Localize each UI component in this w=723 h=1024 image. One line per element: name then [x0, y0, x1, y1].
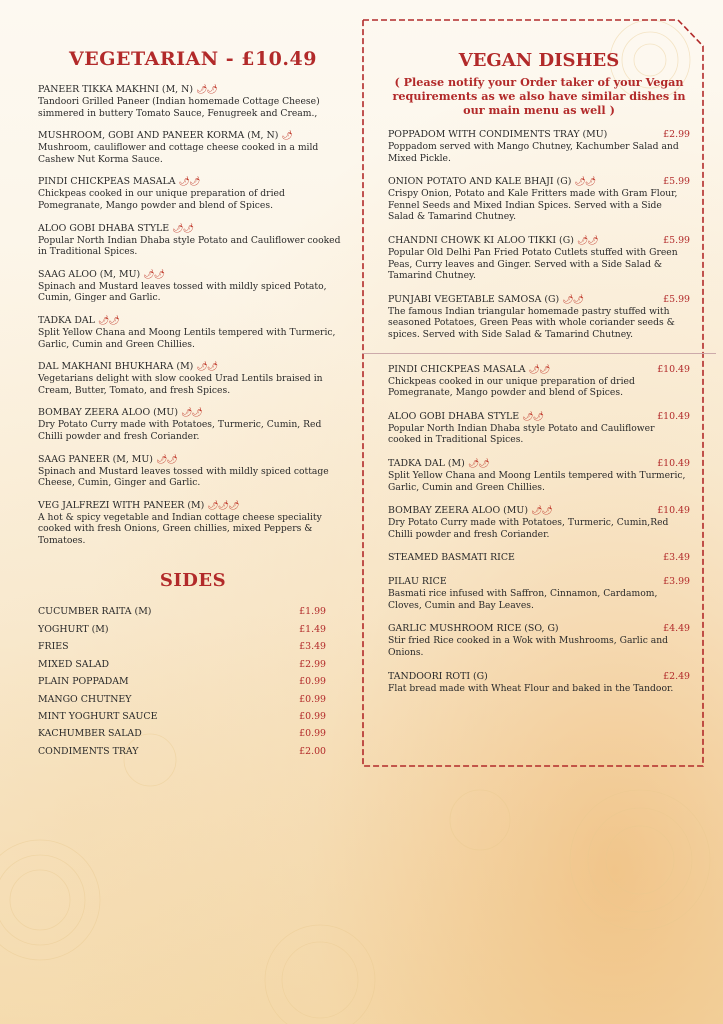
chili-icon: 🌶🌶: [522, 411, 543, 422]
vegan-note: ( Please notify your Order taker of your Vegan requirements as we also have similar dishes in our main menu as well ): [392, 75, 686, 117]
item-name-text: DAL MAKHANI BHUKHARA (M): [38, 361, 194, 373]
side-name: CONDIMENTS TRAY: [38, 745, 139, 757]
vegan-item-name: TADKA DAL (M): [388, 457, 465, 469]
vegan-item-description: Popular Old Delhi Pan Fried Potato Cutlets stuffed with Green Peas, Curry leaves and Ginger. Served with a Side Salad & Tamarind Chutney.: [388, 246, 678, 282]
side-price: £0.99: [299, 728, 326, 740]
vegan-item-name: GARLIC MUSHROOM RICE (SO, G): [388, 623, 559, 635]
menu-item: [38, 500, 348, 547]
vegan-starters-list: [388, 129, 690, 341]
item-name: [38, 500, 348, 512]
item-name-text: BOMBAY ZEERA ALOO (MU): [38, 407, 178, 419]
vegan-item-price: £10.49: [657, 363, 690, 375]
sides-title: SIDES: [159, 570, 227, 592]
vegan-item-description: Chickpeas cooked in our unique preparation of dried Pomegranate, Mango powder and blend of Spices.: [388, 375, 635, 399]
side-item: [38, 708, 326, 725]
vegan-item-name: BOMBAY ZEERA ALOO (MU): [388, 505, 528, 517]
item-description: A hot & spicy vegetable and Indian cottage cheese speciality cooked with fresh Onions, Green chillies, mixed Peppers & Tomatoes.: [38, 511, 322, 546]
vegan-item-name-wrap: [388, 458, 489, 470]
item-name: [38, 269, 348, 281]
menu-item: [38, 407, 348, 442]
menu-item: [38, 130, 348, 165]
side-price: £2.00: [299, 745, 326, 757]
item-name-text: SAAG PANEER (M, MU): [38, 453, 153, 465]
item-name-text: ALOO GOBI DHABA STYLE: [38, 222, 170, 234]
item-description: Tandoori Grilled Paneer (Indian homemade Cottage Cheese) simmered in buttery Tomato Sauce, Fenugreek and Cream.,: [38, 96, 320, 119]
vegan-item-name-wrap: [388, 576, 447, 588]
side-name: MINT YOGHURT SAUCE: [38, 710, 158, 722]
chili-icon: 🌶: [281, 131, 292, 142]
vegan-content: [388, 50, 690, 706]
chili-icon: 🌶🌶: [180, 408, 202, 419]
vegan-item-price: £10.49: [657, 410, 690, 422]
item-description: Chickpeas cooked in our unique preparation of dried Pomegranate, Mango powder and blend of Spices.: [38, 188, 285, 211]
side-item: [38, 638, 326, 655]
vegan-item-name: PINDI CHICKPEAS MASALA: [388, 363, 526, 375]
vegan-item-name-wrap: [388, 671, 488, 683]
side-item: [38, 743, 326, 760]
vegan-item: [388, 129, 690, 164]
vegan-item-header: [388, 505, 690, 517]
side-price: £0.99: [299, 710, 326, 722]
menu-item: [38, 84, 348, 119]
vegan-item-description: Stir fried Rice cooked in a Wok with Mushrooms, Garlic and Onions.: [388, 635, 669, 659]
item-description: Spinach and Mustard leaves tossed with mildly spiced Potato, Cumin, Ginger and Garlic.: [38, 280, 327, 304]
item-name-text: PINDI CHICKPEAS MASALA: [38, 176, 176, 188]
vegan-item: [388, 294, 690, 341]
chili-icon: 🌶🌶: [467, 458, 489, 469]
item-name: [38, 176, 348, 188]
vegan-item-name: TANDOORI ROTI (G): [388, 670, 488, 682]
vegan-item-price: £4.49: [663, 623, 690, 635]
vegan-item-description: The famous Indian triangular homemade pastry stuffed with seasoned Potatoes, Green Peas with whole coriander seeds & spices. Served with Side Salad & Tamarind Chutney.: [388, 305, 675, 340]
side-price: £0.99: [299, 676, 326, 688]
vegan-item-price: £10.49: [657, 457, 690, 469]
vegan-mains-list: [388, 364, 690, 695]
vegan-item-description: Poppadom served with Mango Chutney, Kachumber Salad and Mixed Pickle.: [388, 141, 679, 164]
vegan-item-header: [388, 364, 690, 376]
item-name: [38, 454, 348, 466]
side-name: KACHUMBER SALAD: [38, 728, 142, 740]
vegan-box: [362, 18, 705, 768]
vegan-item-name-wrap: [388, 411, 543, 423]
menu-item: [38, 223, 348, 258]
vegan-item-header: [388, 411, 690, 423]
vegan-item-name: POPPADOM WITH CONDIMENTS TRAY (MU): [388, 129, 608, 140]
item-name: [38, 315, 348, 327]
side-price: £1.49: [299, 623, 326, 635]
item-description: Split Yellow Chana and Moong Lentils tempered with Turmeric, Garlic, Cumin and Green Chillies.: [38, 326, 336, 350]
vegan-item-name: PILAU RICE: [388, 576, 447, 588]
vegan-item-name-wrap: [388, 176, 595, 188]
vegan-item-name: ONION POTATO AND KALE BHAJI (G): [388, 176, 572, 188]
vegan-item-name: STEAMED BASMATI RICE: [388, 552, 515, 564]
vegan-item-description: Crispy Onion, Potato and Kale Fritters made with Gram Flour, Fennel Seeds and Mixed Indian Spices. Served with a Side Salad & Tamarind Chutney.: [388, 188, 678, 223]
vegan-item: [388, 505, 690, 540]
side-price: £0.99: [299, 693, 326, 705]
chili-icon: 🌶🌶: [576, 235, 598, 246]
vegan-item-description: Basmati rice infused with Saffron, Cinnamon, Cardamom, Cloves, Cumin and Bay Leaves.: [388, 588, 658, 611]
item-name-text: VEG JALFREZI WITH PANEER (M): [38, 499, 205, 511]
vegan-item-price: £3.99: [663, 576, 690, 588]
item-name: [38, 407, 348, 419]
vegan-item-header: [388, 552, 690, 564]
vegan-item-name-wrap: [388, 364, 549, 376]
item-name-text: MUSHROOM, GOBI AND PANEER KORMA (M, N): [38, 130, 279, 142]
vegan-item: [388, 364, 690, 399]
side-name: PLAIN POPPADAM: [38, 676, 129, 688]
vegan-item-name-wrap: [388, 235, 598, 247]
side-item: [38, 691, 326, 708]
vegan-item-price: £5.99: [663, 234, 690, 246]
chili-icon: 🌶🌶🌶: [207, 500, 239, 511]
side-item: [38, 673, 326, 690]
menu-item: [38, 361, 348, 396]
menu-item: [38, 176, 348, 211]
vegan-item: [388, 552, 690, 564]
vegan-item: [388, 458, 690, 493]
vegan-item-name: CHANDNI CHOWK KI ALOO TIKKI (G): [388, 234, 574, 246]
vegan-item: [388, 671, 690, 695]
vegan-item-name-wrap: [388, 505, 552, 517]
item-name: [38, 361, 348, 373]
vegan-item: [388, 235, 690, 282]
side-name: FRIES: [38, 641, 69, 653]
item-name-text: PANEER TIKKA MAKHNI (M, N): [38, 84, 193, 95]
vegan-item-name: PUNJABI VEGETABLE SAMOSA (G): [388, 293, 560, 305]
vegan-item-header: [388, 176, 690, 188]
item-name-text: SAAG ALOO (M, MU): [38, 268, 141, 280]
vegan-item-price: £5.99: [663, 293, 690, 305]
vegan-item-header: [388, 129, 690, 141]
side-item: [38, 656, 326, 673]
chili-icon: 🌶🌶: [196, 85, 217, 95]
chili-icon: 🌶🌶: [530, 506, 552, 517]
vegan-item-name-wrap: [388, 129, 607, 141]
side-item: [38, 603, 326, 620]
vegan-item-header: [388, 294, 690, 306]
side-item: [38, 621, 326, 638]
vegan-item-price: £5.99: [663, 176, 690, 188]
side-price: £3.49: [299, 641, 326, 653]
vegan-item-header: [388, 458, 690, 470]
side-item: [38, 725, 326, 742]
chili-icon: 🌶🌶: [172, 223, 193, 234]
vegan-item: [388, 576, 690, 611]
side-price: £1.99: [299, 606, 326, 618]
side-name: YOGHURT (M): [38, 623, 109, 635]
item-name: [38, 130, 348, 142]
sides-list: [38, 603, 348, 760]
menu-item: [38, 454, 348, 489]
vegan-item-header: [388, 623, 690, 635]
item-description: Popular North Indian Dhaba style Potato and Cauliflower cooked in Traditional Spices.: [38, 234, 341, 258]
left-column: [38, 48, 348, 760]
vegan-title: VEGAN DISHES: [458, 50, 620, 71]
item-description: Spinach and Mustard leaves tossed with mildly spiced cottage Cheese, Cumin, Ginger and Garlic.: [38, 465, 329, 489]
vegetarian-title: VEGETARIAN - £10.49: [69, 48, 317, 70]
chili-icon: 🌶🌶: [196, 362, 218, 373]
side-price: £2.99: [299, 658, 326, 670]
menu-item: [38, 315, 348, 350]
vegetarian-list: [38, 84, 348, 546]
chili-icon: 🌶🌶: [178, 177, 200, 188]
vegan-item-name-wrap: [388, 294, 583, 306]
vegan-item-name-wrap: [388, 623, 559, 635]
vegan-item-name-wrap: [388, 552, 515, 564]
vegan-item-description: Split Yellow Chana and Moong Lentils tempered with Turmeric, Garlic, Cumin and Green Chillies.: [388, 469, 686, 493]
vegan-item: [388, 176, 690, 223]
chili-icon: 🌶🌶: [155, 454, 177, 465]
vegan-item-description: Flat bread made with Wheat Flour and baked in the Tandoor.: [388, 682, 674, 694]
menu-item: [38, 269, 348, 304]
item-description: Mushroom, cauliflower and cottage cheese cooked in a mild Cashew Nut Korma Sauce.: [38, 142, 319, 165]
chili-icon: 🌶🌶: [528, 364, 550, 375]
side-name: CUCUMBER RAITA (M): [38, 606, 152, 618]
vegan-item-price: £3.49: [663, 552, 690, 564]
side-name: MANGO CHUTNEY: [38, 693, 132, 705]
vegan-item-price: £10.49: [657, 505, 690, 517]
chili-icon: 🌶🌶: [562, 294, 584, 305]
item-name: [38, 223, 348, 235]
vegan-item: [388, 411, 690, 446]
vegan-item-description: Dry Potato Curry made with Potatoes, Turmeric, Cumin,Red Chilli powder and fresh Coriander.: [388, 517, 669, 540]
vegan-item-header: [388, 235, 690, 247]
vegan-item: [388, 623, 690, 658]
vegan-divider: [362, 353, 716, 354]
vegan-item-name: ALOO GOBI DHABA STYLE: [388, 410, 520, 422]
item-name-text: TADKA DAL: [38, 314, 95, 326]
chili-icon: 🌶🌶: [143, 269, 165, 280]
vegan-item-description: Popular North Indian Dhaba style Potato and Cauliflower cooked in Traditional Spices.: [388, 422, 655, 446]
vegan-item-price: £2.99: [663, 129, 690, 140]
vegan-item-header: [388, 671, 690, 683]
chili-icon: 🌶🌶: [574, 177, 596, 188]
vegan-item-header: [388, 576, 690, 588]
item-name: [38, 84, 348, 96]
chili-icon: 🌶🌶: [97, 315, 119, 326]
vegan-item-price: £2.49: [663, 670, 690, 682]
side-name: MIXED SALAD: [38, 658, 110, 670]
item-description: Dry Potato Curry made with Potatoes, Turmeric, Cumin, Red Chilli powder and fresh Coriander.: [38, 419, 322, 442]
item-description: Vegetarians delight with slow cooked Urad Lentils braised in Cream, Butter, Tomato, and fresh Spices.: [38, 373, 323, 396]
